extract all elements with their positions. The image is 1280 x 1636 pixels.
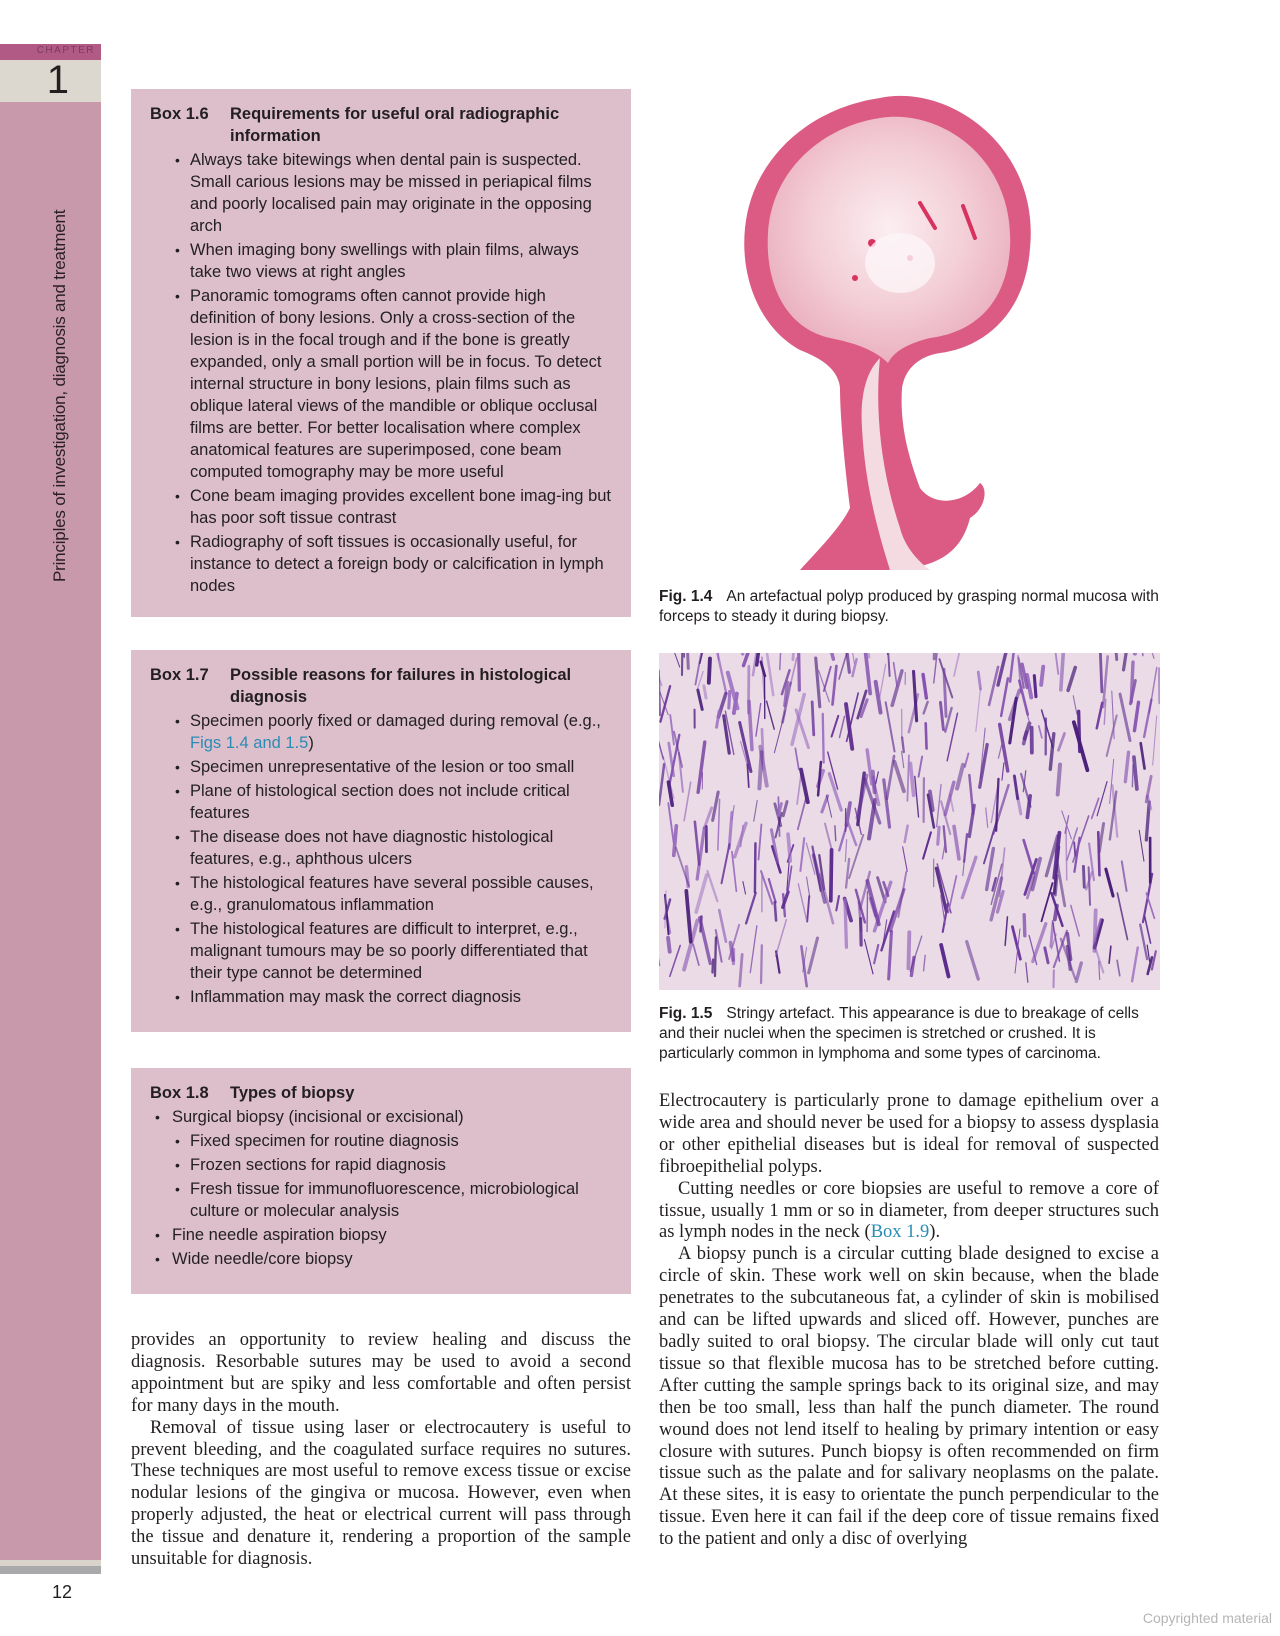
texture-strand <box>986 808 988 827</box>
texture-strand <box>1146 893 1154 918</box>
texture-strand <box>1055 906 1057 920</box>
texture-strand <box>1124 653 1130 670</box>
texture-strand <box>1073 816 1089 862</box>
list-item: • Plane of histological section does not include critical features <box>150 780 613 824</box>
figure-1-5-image <box>659 653 1160 990</box>
texture-strand <box>800 838 804 871</box>
list-item: • The disease does not have diagnostic histological features, e.g., aphthous ulcers <box>150 826 613 870</box>
figure-1-5-caption <box>659 1004 1159 1064</box>
texture-strand <box>668 803 673 843</box>
texture-strand <box>1041 667 1043 685</box>
texture-strand <box>818 762 821 795</box>
texture-strand <box>846 704 852 749</box>
texture-strand <box>924 955 926 970</box>
paragraph-text-end: ). <box>929 1222 941 1243</box>
texture-strand <box>746 893 756 924</box>
texture-strand <box>948 876 956 913</box>
chapter-number-box <box>0 60 101 102</box>
texture-strand <box>1014 776 1017 799</box>
texture-strand <box>964 834 967 862</box>
texture-strand <box>941 945 948 976</box>
texture-strand <box>903 847 908 872</box>
list-item: • Surgical biopsy (incisional or excisional) <box>150 1106 613 1128</box>
sidebar-footer-stripe-grey <box>0 1566 101 1574</box>
texture-strand <box>719 910 726 942</box>
texture-strand <box>836 896 839 910</box>
box-number: Box 1.7 <box>150 666 209 684</box>
texture-strand <box>1131 662 1133 702</box>
texture-strand <box>1120 694 1130 740</box>
texture-strand <box>796 710 808 748</box>
texture-strand <box>729 691 730 708</box>
texture-strand <box>840 716 845 737</box>
texture-strand <box>1132 947 1138 981</box>
box-heading: Possible reasons for failures in histological diagnosis <box>230 666 572 706</box>
texture-strand <box>1059 733 1065 750</box>
paragraph: provides an opportunity to review healing and discuss the diagnosis. Resorbable sutures may be used to avoid a second appointment but are spiky and less comfortable and often persist for many days in the mouth. <box>131 1330 631 1416</box>
texture-strand <box>780 653 781 669</box>
texture-strand <box>908 932 909 968</box>
texture-strand <box>1100 653 1102 692</box>
texture-strand <box>832 716 839 737</box>
texture-strand <box>659 741 663 759</box>
texture-strand <box>1135 653 1138 654</box>
texture-strand <box>704 808 711 828</box>
texture-strand <box>865 653 870 694</box>
texture-strand <box>848 821 857 845</box>
texture-strand <box>923 832 931 858</box>
texture-strand <box>845 900 846 947</box>
texture-strand <box>1122 861 1127 891</box>
texture-strand <box>889 932 892 979</box>
texture-strand <box>776 920 787 956</box>
texture-strand <box>750 926 757 973</box>
texture-strand <box>1134 757 1137 789</box>
texture-strand <box>919 757 923 777</box>
box-title <box>150 664 613 708</box>
texture-strand <box>700 918 711 964</box>
texture-strand <box>1041 883 1052 921</box>
paragraph <box>659 1179 1159 1245</box>
texture-strand <box>1024 915 1025 936</box>
chapter-number: 1 <box>46 58 69 102</box>
texture-strand <box>1051 924 1053 947</box>
texture-strand <box>798 884 806 920</box>
texture-strand <box>827 795 832 817</box>
texture-strand <box>793 653 794 660</box>
list-item: • Wide needle/core biopsy <box>150 1248 613 1270</box>
texture-strand <box>809 938 818 973</box>
texture-strand <box>987 848 994 889</box>
texture-strand <box>1145 917 1151 944</box>
texture-strand <box>910 763 913 795</box>
paragraph-text: Cutting needles or core biopsies are useful to remove a core of tissue, usually 1 mm or so in diameter, from deeper structures such as lymph nodes in the neck ( <box>659 1178 1159 1243</box>
texture-strand <box>938 827 939 844</box>
texture-strand <box>887 756 894 799</box>
texture-strand <box>712 960 713 973</box>
texture-strand <box>695 822 699 865</box>
texture-strand <box>696 875 706 912</box>
figure-1-4-image <box>730 88 1050 570</box>
texture-strand <box>761 945 762 983</box>
texture-strand <box>1117 893 1127 939</box>
texture-strand <box>888 653 890 676</box>
texture-strand <box>807 877 810 897</box>
texture-strand <box>1058 765 1060 795</box>
sidebar-band <box>0 102 101 1560</box>
texture-strand <box>1142 653 1143 656</box>
list-item-text: Specimen poorly fixed or damaged during removal (e.g., <box>190 712 601 730</box>
texture-strand <box>698 690 702 709</box>
texture-strand <box>915 776 919 817</box>
texture-strand <box>864 940 873 974</box>
texture-strand <box>709 659 710 683</box>
list-item: • When imaging bony swellings with plain films, always take two views at right angles <box>150 239 613 283</box>
texture-strand <box>1057 861 1065 906</box>
texture-strand <box>756 704 761 737</box>
texture-strand <box>1061 653 1064 690</box>
texture-strand <box>668 782 672 805</box>
texture-strand <box>807 896 809 922</box>
list-item: • Specimen unrepresentative of the lesion or too small <box>150 756 613 778</box>
texture-strand <box>755 843 756 892</box>
texture-strand <box>1054 653 1058 674</box>
paragraph: Electrocautery is particularly prone to damage epithelium over a wide area and should never be used for a biopsy to assess dysplasia or other epithelial diseases but is ideal for removal of suspected fibroepithelial polyps. <box>659 1091 1159 1177</box>
texture-strand <box>1001 678 1008 716</box>
texture-strand <box>1068 667 1075 690</box>
texture-strand <box>902 752 904 768</box>
texture-strand <box>1083 866 1084 887</box>
texture-strand <box>976 688 981 731</box>
texture-strand <box>924 702 928 713</box>
texture-strand <box>926 723 927 748</box>
copyright-watermark: Copyrighted material <box>1142 1610 1272 1626</box>
texture-strand <box>704 686 706 698</box>
texture-strand <box>957 765 963 789</box>
texture-strand <box>937 784 941 826</box>
texture-strand <box>788 834 790 861</box>
texture-strand <box>1045 948 1048 963</box>
list-item-text-end: ) <box>308 734 314 752</box>
texture-strand <box>967 942 979 979</box>
texture-strand <box>767 701 775 729</box>
texture-strand <box>910 936 921 971</box>
texture-strand <box>835 826 836 841</box>
page-number: 12 <box>52 1582 73 1602</box>
texture-strand <box>744 653 749 666</box>
texture-strand <box>1094 910 1095 951</box>
list-item: • The histological features have several possible causes, e.g., granulomatous inflammation <box>150 872 613 916</box>
texture-strand <box>898 872 906 917</box>
texture-strand <box>687 653 688 668</box>
texture-strand <box>718 800 720 850</box>
texture-strand <box>839 653 853 679</box>
texture-strand <box>965 753 969 766</box>
texture-strand <box>852 653 855 664</box>
texture-strand <box>892 671 902 706</box>
list-item: • The histological features are difficult to interpret, e.g., malignant tumours may be so poorly differentiated that their type cannot be determined <box>150 918 613 984</box>
figure-label: Fig. 1.4 <box>659 588 713 605</box>
texture-strand <box>1005 917 1007 945</box>
texture-strand <box>722 844 730 883</box>
texture-strand <box>902 737 904 751</box>
texture-strand <box>969 775 973 814</box>
texture-strand <box>1097 703 1102 728</box>
texture-strand <box>660 686 670 722</box>
texture-strand <box>1026 963 1028 982</box>
texture-strand <box>790 658 797 685</box>
texture-strand <box>668 938 670 952</box>
texture-strand <box>1141 743 1145 768</box>
texture-strand <box>1140 925 1147 960</box>
texture-strand <box>1132 765 1133 787</box>
texture-strand <box>724 716 729 753</box>
polyp-histology-illustration <box>730 88 1050 570</box>
texture-strand <box>1042 710 1053 747</box>
texture-strand <box>715 938 716 977</box>
box-list <box>150 149 613 597</box>
texture-strand <box>940 702 943 729</box>
texture-strand <box>886 702 895 751</box>
texture-strand <box>740 954 742 986</box>
box-list <box>150 1106 613 1270</box>
box-list <box>150 710 613 1008</box>
texture-strand <box>954 654 959 676</box>
texture-strand <box>861 919 862 945</box>
box-1-6 <box>131 89 631 617</box>
texture-strand <box>707 871 717 901</box>
texture-strand <box>1109 946 1111 963</box>
texture-strand <box>1039 726 1042 738</box>
texture-strand <box>659 764 664 805</box>
texture-strand <box>846 859 849 888</box>
texture-strand <box>1033 924 1046 962</box>
box-1-8 <box>131 1068 631 1294</box>
texture-strand <box>996 779 998 831</box>
box-reference-link[interactable]: Box 1.9 <box>870 1222 930 1243</box>
texture-strand <box>823 714 824 763</box>
texture-strand <box>1073 696 1077 714</box>
list-subitem: • Fresh tissue for immunofluorescence, microbiological culture or molecular analysis <box>150 1178 613 1222</box>
texture-strand <box>1066 828 1067 880</box>
texture-strand <box>905 826 908 842</box>
paragraph: A biopsy punch is a circular cutting blade designed to excise a circle of skin. These work well on skin because, when the blade penetrates to the subcutaneous fat, a cylinder of skin is mobilised and can be lifted upwards and sliced off. However, punches are badly suited to oral biopsy. The circular blade will only cut taut tissue so that flexible mucosa has to be stretched before cutting. After cutting the sample springs back to its original size, and may then be too small, less than half the punch diameter. The round wound does not lend itself to healing by primary intention or easy closure with sutures. Punch biopsy is often recommended on firm tissue such as the palate and for salivary neoplasms on the palate. At these sites, it is easy to orientate the punch perpendicular to the tissue. Even here it can fail if the deep core of tissue remains fixed to the patient and only a disc of overlying <box>659 1244 1159 1550</box>
texture-strand <box>741 826 744 847</box>
texture-strand <box>812 702 814 735</box>
texture-strand <box>698 742 705 792</box>
figure-1-4-caption <box>659 587 1159 627</box>
texture-strand <box>682 653 683 675</box>
chapter-label: CHAPTER <box>36 45 95 56</box>
texture-strand <box>743 882 746 894</box>
texture-strand <box>1010 653 1015 682</box>
list-item: • Inflammation may mask the correct diagnosis <box>150 986 613 1008</box>
texture-strand <box>670 715 674 745</box>
box-1-7 <box>131 650 631 1032</box>
texture-strand <box>1089 867 1090 905</box>
texture-strand <box>754 801 757 822</box>
texture-strand <box>816 658 820 707</box>
chapter-sidebar <box>0 0 101 1572</box>
texture-strand <box>729 813 732 849</box>
list-item: • Panoramic tomograms often cannot provide high definition of bony lesions. Only a cross-section of the lesion is in the focal trough and if the bone is greatly expanded, only a small portion will be in focus. To detect internal structure in bony lesions, plain films such as oblique lateral views of the mandible or oblique occlusal films are better. For better localisation where complex anatomical features are superimposed, cone beam computed tomography may be more useful <box>150 285 613 483</box>
texture-strand <box>1153 716 1157 765</box>
texture-strand <box>1145 653 1154 658</box>
texture-strand <box>727 653 742 654</box>
texture-strand <box>1149 668 1156 713</box>
texture-strand <box>923 674 926 698</box>
box-number: Box 1.6 <box>150 105 209 123</box>
caption-text: An artefactual polyp produced by grasping normal mucosa with forceps to steady it during biopsy. <box>659 588 1159 625</box>
list-subitem: • Frozen sections for rapid diagnosis <box>150 1154 613 1176</box>
texture-strand <box>1071 905 1079 936</box>
texture-strand <box>686 891 690 942</box>
figure-label: Fig. 1.5 <box>659 1005 713 1022</box>
texture-strand <box>828 653 834 659</box>
texture-strand <box>876 772 879 784</box>
texture-strand <box>978 672 980 689</box>
texture-strand <box>766 653 773 695</box>
texture-strand <box>1034 676 1036 697</box>
list-item <box>150 710 613 754</box>
paragraph: Removal of tissue using laser or electrocautery is useful to prevent bleeding, and the coagulated surface requires no sutures. These techniques are most useful to remove excess tissue or excise nodular lesions of the gingiva or mucosa. However, even when properly adjusted, the heat or electrical current will pass through the tissue and denature it, rendering a proportion of the sample unsuitable for diagnosis. <box>131 1417 631 1570</box>
texture-strand <box>759 824 762 859</box>
texture-strand <box>775 902 776 920</box>
texture-strand <box>849 835 863 878</box>
body-text-left-column <box>131 1330 631 1571</box>
texture-strand <box>759 752 761 788</box>
texture-strand <box>1125 752 1128 781</box>
figure-reference-link[interactable]: Figs 1.4 and 1.5 <box>190 734 309 752</box>
texture-strand <box>954 826 959 858</box>
texture-strand <box>998 745 1001 758</box>
texture-strand <box>799 653 800 690</box>
box-heading: Types of biopsy <box>230 1084 355 1102</box>
texture-strand <box>980 745 987 788</box>
texture-strand <box>713 792 718 820</box>
texture-strand <box>693 944 699 965</box>
texture-strand <box>684 782 691 820</box>
texture-strand <box>831 850 832 901</box>
texture-strand <box>832 666 836 705</box>
box-title <box>150 1082 613 1104</box>
chapter-title: Principles of investigation, diagnosis and treatment <box>50 209 69 582</box>
texture-strand <box>867 750 872 784</box>
texture-strand <box>1076 963 1081 981</box>
body-text-right-column <box>659 1091 1159 1551</box>
box-heading: Requirements for useful oral radiographic information <box>230 105 560 145</box>
texture-strand <box>1117 960 1120 975</box>
texture-strand <box>1098 832 1099 875</box>
list-item: • Fine needle aspiration biopsy <box>150 1224 613 1246</box>
texture-strand <box>907 755 909 801</box>
texture-strand <box>795 748 798 769</box>
texture-strand <box>874 945 878 963</box>
texture-strand <box>663 653 679 667</box>
caption-text: Stringy artefact. This appearance is due to breakage of cells and their nuclei when the specimen is stretched or crushed. It is particularly common in lymphoma and some types of carcinoma. <box>659 1005 1139 1062</box>
texture-strand <box>895 762 904 791</box>
texture-strand <box>716 653 726 693</box>
texture-strand <box>845 840 846 862</box>
stringy-artefact-histology-illustration <box>659 653 1160 990</box>
texture-strand <box>867 881 878 924</box>
texture-strand <box>825 824 831 849</box>
texture-strand <box>1107 715 1117 756</box>
texture-strand <box>717 711 720 728</box>
texture-strand <box>801 770 808 802</box>
box-title <box>150 103 613 147</box>
texture-strand <box>1106 869 1113 896</box>
list-item: • Radiography of soft tissues is occasionally useful, for instance to detect a foreign body or calcification in lymph nodes <box>150 531 613 597</box>
box-number: Box 1.8 <box>150 1084 209 1102</box>
texture-strand <box>1134 702 1138 730</box>
list-item: • Always take bitewings when dental pain is suspected. Small carious lesions may be missed in periapical films and poorly localised pain may originate in the opposing arch <box>150 149 613 237</box>
texture-strand <box>1139 830 1144 861</box>
texture-strand <box>894 663 898 687</box>
texture-strand <box>783 802 787 816</box>
texture-strand <box>735 823 746 857</box>
texture-strand <box>879 664 886 700</box>
list-item: • Cone beam imaging provides excellent bone imag-ing but has poor soft tissue contrast <box>150 485 613 529</box>
list-subitem: • Fixed specimen for routine diagnosis <box>150 1130 613 1152</box>
texture-strand <box>1002 763 1004 780</box>
